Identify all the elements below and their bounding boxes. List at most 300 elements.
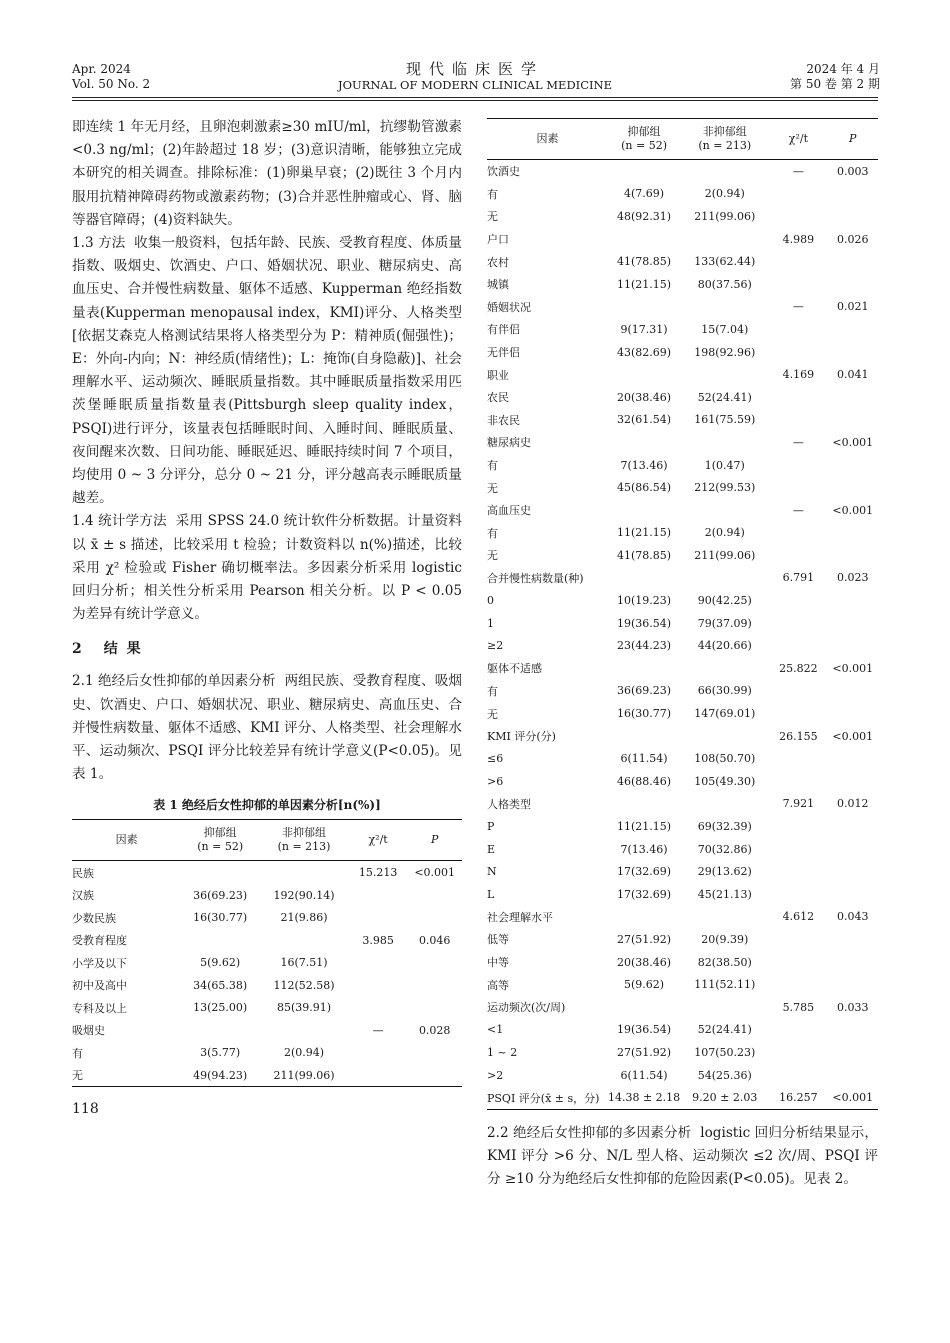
p-value-cell: 0.026 [836,232,869,246]
nondepression-value-cell: 211(99.06) [694,548,756,562]
nondepression-value-cell [680,160,769,183]
p-value-cell: <0.001 [832,435,874,449]
p-value-cell [827,183,878,206]
factor-cell: 1 ~ 2 [487,1045,518,1059]
p-value-cell [827,680,878,703]
factor-cell: 无 [487,481,498,495]
factor-cell: 高血压史 [487,504,531,518]
table-row [487,228,878,251]
depression-value-cell: 11(21.15) [617,820,672,834]
p-value-cell [827,747,878,770]
section-2-number: 2 [72,641,84,658]
factor-cell: 小学及以下 [72,956,127,970]
section-1-4 [72,510,462,626]
nondepression-value-cell: 52(24.41) [697,1023,752,1037]
page-number: 118 [72,1101,99,1118]
header-factor: 因素 [115,833,138,847]
factor-cell: 受教育程度 [72,934,127,948]
p-value-cell [827,205,878,228]
depression-value-cell: 7(13.46) [620,842,668,856]
nondepression-value-cell: 82(38.50) [697,955,752,969]
depression-value-cell [608,725,680,748]
statistic-cell: 25.822 [779,661,818,675]
statistic-cell [769,386,827,409]
nondepression-value-cell [259,861,349,884]
nondepression-value-cell [680,499,769,522]
depression-value-cell: 46(88.46) [617,774,672,788]
nondepression-value-cell: 1(0.47) [704,458,745,472]
factor-cell: 有 [487,684,498,698]
table-row [487,634,878,657]
statistic-cell: — [792,503,804,517]
table-row [487,770,878,793]
statistic-cell: 26.155 [779,729,818,743]
statistic-cell [769,860,827,883]
nondepression-value-cell [259,1019,349,1042]
section-2-1-body: 两组民族、受教育程度、吸烟史、饮酒史、户口、婚姻状况、职业、糖尿病史、高血压史、合并慢性病数量、躯体不适感、KMI 评分、人格类型、社会理解水平、运动频次、PSQI 评分比较差异有统计学意义(P<0.05)。见表 1。 [72,673,462,783]
table-row [487,815,878,838]
table-row [487,454,878,477]
statistic-cell [769,770,827,793]
factor-cell: 0 [487,594,494,608]
p-value-cell [827,702,878,725]
table-row [487,363,878,386]
nondepression-value-cell: 44(20.66) [697,639,752,653]
header-rule-thin [72,100,878,101]
header-depression-group: 抑郁组 (n = 52) [197,826,244,854]
nondepression-value-cell: 198(92.96) [694,345,756,359]
intro-paragraph: 即连续 1 年无月经，且卵泡刺激素≥30 mIU/ml，抗缪勒管激素 <0.3 ng/ml；(2)年龄超过 18 岁；(3)意识清晰，能够独立完成本研究的相关调查。排除标准：(1)卵巢早衰；(2)既往 3 个月内服用抗精神障碍药物或激素药物；(3)合并恶性肿瘤或心、肾、脑等器官障碍；(4)资料缺失。 [72,119,462,228]
table-row [487,1019,878,1042]
depression-value-cell: 23(44.23) [617,639,672,653]
p-value-cell [827,522,878,545]
running-header-left [72,62,150,92]
p-value-cell [407,1041,462,1064]
depression-value-cell [181,861,259,884]
nondepression-value-cell: 107(50.23) [694,1045,756,1059]
table-row [487,544,878,567]
nondepression-value-cell: 29(13.62) [697,865,752,879]
p-value-cell: 0.021 [836,300,869,314]
depression-value-cell [181,1019,259,1042]
statistic-cell [769,1041,827,1064]
nondepression-value-cell: 15(7.04) [701,322,749,336]
statistic-cell [769,1064,827,1087]
factor-cell: 有 [487,459,498,473]
nondepression-value-cell: 45(21.13) [697,887,752,901]
section-2-2 [487,1122,878,1192]
depression-value-cell: 27(51.92) [617,1045,672,1059]
nondepression-value-cell: 79(37.09) [697,616,752,630]
table-row [487,657,878,680]
nondepression-value-cell: 2(0.94) [704,526,745,540]
p-value-cell [827,273,878,296]
statistic-cell [769,183,827,206]
p-value-cell [827,612,878,635]
p-value-cell: <0.001 [414,866,456,880]
depression-value-cell [608,996,680,1019]
depression-value-cell: 3(5.77) [200,1046,241,1060]
depression-value-cell [608,793,680,816]
statistic-cell [769,1019,827,1042]
table-row [487,680,878,703]
p-value-cell [827,386,878,409]
table-1-part-2 [487,118,878,1110]
statistic-cell: — [372,1023,384,1037]
factor-cell: 少数民族 [72,911,116,925]
p-value-cell [827,454,878,477]
depression-value-cell: 11(21.15) [617,277,672,291]
journal-title-cn: 现代临床医学 [405,60,544,78]
statistic-cell: 6.791 [782,571,815,585]
nondepression-value-cell: 66(30.99) [697,684,752,698]
statistic-cell [769,883,827,906]
nondepression-value-cell: 133(62.44) [694,255,756,269]
nondepression-value-cell: 85(39.91) [276,1001,332,1015]
table-row [487,951,878,974]
statistic-cell [349,996,408,1019]
statistic-cell [769,250,827,273]
depression-value-cell: 32(61.54) [617,413,672,427]
depression-value-cell: 19(36.54) [617,616,672,630]
p-value-cell: 0.012 [836,797,869,811]
factor-cell: 无 [487,707,498,721]
section-1-4-heading: 1.4 统计学方法 [72,513,167,530]
statistic-cell [769,951,827,974]
depression-value-cell: 17(32.69) [617,865,672,879]
factor-cell: 躯体不适感 [487,662,542,676]
factor-cell: 民族 [72,866,94,880]
p-value-cell [407,884,462,907]
p-value-cell [827,973,878,996]
p-value-cell [827,589,878,612]
depression-value-cell: 16(30.77) [617,707,672,721]
table-row [487,928,878,951]
statistic-cell [769,522,827,545]
statistic-cell: 4.612 [782,910,815,924]
depression-value-cell [608,657,680,680]
table-row [487,567,878,590]
nondepression-value-cell [680,996,769,1019]
statistic-cell [769,318,827,341]
nondepression-value-cell: 70(32.86) [697,842,752,856]
statistic-cell [769,838,827,861]
statistic-cell [769,928,827,951]
table-row [72,974,462,997]
depression-value-cell: 17(32.69) [617,887,672,901]
p-value-cell [827,409,878,432]
table-row [72,884,462,907]
factor-cell: 汉族 [72,889,94,903]
statistic-cell [769,544,827,567]
table-1-part-1 [72,819,462,1087]
p-value-cell [827,770,878,793]
nondepression-value-cell: 161(75.59) [694,413,756,427]
p-value-cell [827,883,878,906]
table-row [487,409,878,432]
table-row [487,883,878,906]
statistic-cell: — [792,435,804,449]
nondepression-value-cell: 2(0.94) [283,1046,325,1060]
nondepression-value-cell [680,228,769,251]
p-value-cell [827,634,878,657]
statistic-cell: — [792,164,804,178]
depression-value-cell: 34(65.38) [193,978,248,992]
factor-cell: ≥2 [487,639,504,653]
statistic-cell: 4.169 [782,368,815,382]
nondepression-value-cell [680,567,769,590]
depression-value-cell: 5(9.62) [624,978,665,992]
nondepression-value-cell: 20(9.39) [701,932,749,946]
table-row [72,1064,462,1087]
section-1-3-body: 收集一般资料，包括年龄、民族、受教育程度、体质量指数、吸烟史、饮酒史、户口、婚姻状况、职业、糖尿病史、高血压史、合并慢性病数量、躯体不适感、Kupperman 绝经指数量表(Kupperman menopausal index，KMI)评分、人格类型[依据艾森克人格测试结果将人格类型分为 P：精神质(倔强性)；E：外向-内向；N：神经质(情绪性)；L：掩饰(自身隐蔽)]、社会理解水平、运动频次、睡眠质量指数。其中睡眠质量指数采用匹茨堡睡眠质量指数量表(Pittsburgh sleep quality index，PSQI)进行评分，该量表包括睡眠时间、入睡时间、睡眠质量、夜间醒来次数、日间功能、睡眠延迟、睡眠持续时间 7 个项目，均使用 0 ~ 3 分评分，总分 0 ~ 21 分，评分越高表示睡眠质量越差。 [72,235,462,507]
table-row [487,793,878,816]
depression-value-cell: 20(38.46) [617,390,672,404]
factor-cell: KMI 评分(分) [487,730,556,744]
statistic-cell [769,747,827,770]
header-statistic: χ²/t [368,833,388,847]
p-value-cell [827,815,878,838]
statistic-cell [349,884,408,907]
factor-cell: 人格类型 [487,797,531,811]
factor-cell: 无 [487,210,498,224]
table-row [487,860,878,883]
factor-cell: P [487,820,495,834]
depression-value-cell: 49(94.23) [193,1068,248,1082]
nondepression-value-cell: 211(99.06) [273,1068,335,1082]
header-nondepression-group: 非抑郁组 (n = 213) [277,826,331,854]
nondepression-value-cell: 69(32.39) [697,820,752,834]
depression-value-cell [181,929,259,952]
nondepression-value-cell: 112(52.58) [273,978,335,992]
nondepression-value-cell: 54(25.36) [697,1068,752,1082]
section-1-4-body: 采用 SPSS 24.0 统计软件分析数据。计量资料以 x̄ ± s 描述，比较采用 t 检验；计数资料以 n(%)描述，比较采用 χ² 检验或 Fisher 确切概率法。多因素分析采用 logistic 回归分析；相关性分析采用 Pearson 相关分析。以 P < 0.05 为差异有统计学意义。 [72,513,462,623]
factor-cell: 社会理解水平 [487,910,553,924]
factor-cell: 城镇 [487,278,509,292]
p-value-cell [827,544,878,567]
table-row [487,702,878,725]
p-value-cell [827,1064,878,1087]
section-2-title: 结 果 [103,641,143,658]
statistic-cell [769,341,827,364]
factor-cell: 无 [487,549,498,563]
header-date-en: Apr. 2024 [72,62,131,76]
depression-value-cell: 36(69.23) [193,888,248,902]
table-row [487,341,878,364]
depression-value-cell: 5(9.62) [200,956,241,970]
factor-cell: 有 [487,187,498,201]
statistic-cell [769,589,827,612]
table-row [72,996,462,1019]
statistic-cell [769,702,827,725]
table-row [487,973,878,996]
factor-cell: 婚姻状况 [487,300,531,314]
factor-cell: 合并慢性病数量(种) [487,571,584,585]
depression-value-cell: 10(19.23) [617,594,672,608]
p-value-cell [407,951,462,974]
table-header-row [487,119,878,160]
p-value-cell [827,1041,878,1064]
header-volume-cn: 第 50 卷 第 2 期 [790,77,880,91]
factor-cell: 低等 [487,933,509,947]
table-row [487,747,878,770]
p-value-cell: 0.028 [418,1023,451,1037]
factor-cell: >2 [487,1068,504,1082]
factor-cell: 有 [72,1046,83,1060]
table-row [487,296,878,319]
statistic-cell [769,205,827,228]
table-row [487,250,878,273]
depression-value-cell: 48(92.31) [617,209,672,223]
table-row [72,1041,462,1064]
table-1-title: 表 1 绝经后女性抑郁的单因素分析[n(%)] [153,798,381,813]
table-row [487,1086,878,1109]
factor-cell: N [487,865,497,879]
statistic-cell: 15.213 [358,866,398,880]
statistic-cell [769,973,827,996]
depression-value-cell: 16(30.77) [193,911,248,925]
statistic-cell: 16.257 [779,1091,818,1105]
nondepression-value-cell: 2(0.94) [704,187,745,201]
p-value-cell: 0.043 [836,910,869,924]
right-column [487,118,878,1192]
depression-value-cell: 41(78.85) [617,255,672,269]
factor-cell: 中等 [487,956,509,970]
factor-cell: L [487,887,495,901]
depression-value-cell [608,363,680,386]
table-row [72,929,462,952]
depression-value-cell [608,431,680,454]
section-1-3 [72,232,462,510]
table-row [487,612,878,635]
statistic-cell [349,951,408,974]
table-row [487,273,878,296]
depression-value-cell: 6(11.54) [620,1068,668,1082]
factor-cell: 职业 [487,368,509,382]
table-row [487,183,878,206]
factor-cell: 高等 [487,978,509,992]
section-2-2-body: logistic 回归分析结果显示，KMI 评分 >6 分、N/L 型人格、运动频次 ≤2 次/周、PSQI 评分 ≥10 分为绝经后女性抑郁的危险因素(P<0.05)。见表 2。 [487,1124,878,1188]
depression-value-cell: 20(38.46) [617,955,672,969]
nondepression-value-cell: 105(49.30) [694,774,756,788]
statistic-cell [769,815,827,838]
depression-value-cell: 11(21.15) [617,526,672,540]
nondepression-value-cell [680,725,769,748]
nondepression-value-cell: 111(52.11) [694,978,756,992]
statistic-cell [769,273,827,296]
running-header-right [790,62,880,92]
nondepression-value-cell: 80(37.56) [697,277,752,291]
table-row [487,589,878,612]
depression-value-cell [608,296,680,319]
depression-value-cell [608,228,680,251]
factor-cell: 运动频次(次/周) [487,1001,566,1015]
factor-cell: 有伴侣 [487,323,520,337]
header-rule [72,97,878,98]
factor-cell: 非农民 [487,413,520,427]
section-2-1-heading: 2.1 绝经后女性抑郁的单因素分析 [72,673,276,690]
depression-value-cell [608,906,680,929]
depression-value-cell: 27(51.92) [617,932,672,946]
statistic-cell: 5.785 [782,1000,815,1014]
factor-cell: 1 [487,616,494,630]
p-value-cell: 0.023 [836,571,869,585]
table-row [487,160,878,183]
factor-cell: E [487,842,496,856]
table-row [487,1064,878,1087]
depression-value-cell: 36(69.23) [617,684,672,698]
depression-value-cell: 13(25.00) [193,1001,248,1015]
header-date-cn: 2024 年 4 月 [806,62,880,76]
p-value-cell [827,1019,878,1042]
left-column [72,116,462,1117]
header-factor: 因素 [536,132,559,145]
section-2-heading [72,638,462,658]
factor-cell: 户口 [487,233,509,247]
nondepression-value-cell [680,431,769,454]
nondepression-value-cell: 90(42.25) [697,594,752,608]
factor-cell: 有 [487,526,498,540]
header-nondepression-group: 非抑郁组 (n = 213) [698,125,752,152]
factor-cell: 无 [72,1069,83,1083]
p-value-cell [827,951,878,974]
p-value-cell [827,928,878,951]
factor-cell: 农村 [487,255,509,269]
statistic-cell [769,612,827,635]
p-value-cell [827,860,878,883]
statistic-cell [769,476,827,499]
statistic-cell: — [792,300,804,314]
table-row [487,499,878,522]
p-value-cell: 0.033 [836,1000,869,1014]
depression-value-cell: 4(7.69) [624,187,665,201]
p-value-cell: 0.003 [836,164,869,178]
depression-value-cell: 19(36.54) [617,1023,672,1037]
p-value-cell [827,250,878,273]
nondepression-value-cell: 108(50.70) [694,752,756,766]
depression-value-cell: 45(86.54) [617,481,672,495]
statistic-cell: 4.989 [782,232,815,246]
p-value-cell [407,906,462,929]
p-value-cell [827,318,878,341]
statistic-cell: 3.985 [362,933,394,947]
table-row [487,1041,878,1064]
table-row [487,522,878,545]
p-value-cell: <0.001 [832,661,874,675]
nondepression-value-cell: 147(69.01) [694,707,756,721]
depression-value-cell [608,499,680,522]
header-volume-en: Vol. 50 No. 2 [72,77,151,91]
nondepression-value-cell [680,657,769,680]
p-value-cell: 0.041 [836,368,869,382]
depression-value-cell: 41(78.85) [617,548,672,562]
factor-cell: 吸烟史 [72,1024,105,1038]
table-row [487,906,878,929]
factor-cell: >6 [487,774,504,788]
depression-value-cell: 14.38 ± 2.18 [607,1091,681,1105]
statistic-cell [769,409,827,432]
factor-cell: ≤6 [487,752,504,766]
depression-value-cell [608,567,680,590]
p-value-cell: 0.046 [418,933,451,947]
nondepression-value-cell [680,793,769,816]
table-row [487,205,878,228]
statistic-cell [349,1041,408,1064]
table-header-row [72,820,462,861]
factor-cell: 农民 [487,391,509,405]
section-2-2-heading: 2.2 绝经后女性抑郁的多因素分析 [487,1124,692,1141]
table-row [487,476,878,499]
